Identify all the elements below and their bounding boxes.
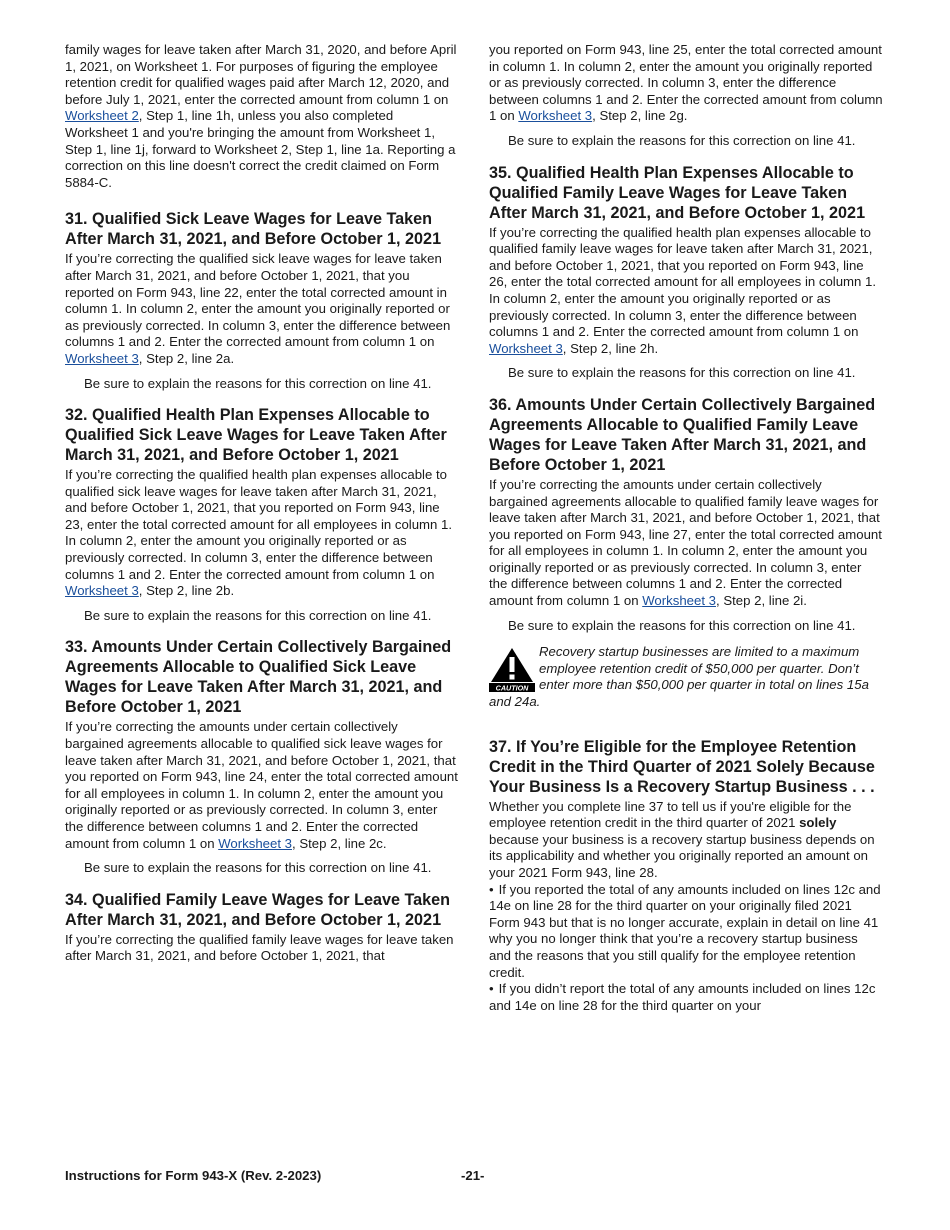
section-37-bullet-2: • If you didn’t report the total of any amounts included on lines 12c and 14e on line 28 for the third quarter on your	[489, 981, 883, 1014]
section-33-heading: 33. Amounts Under Certain Collectively Bargained Agreements Allocable to Qualified Sick Leave Wages for Leave Taken After March 31, 2021, and Before October 1, 2021	[65, 638, 452, 717]
section-32-heading: 32. Qualified Health Plan Expenses Allocable to Qualified Sick Leave Wages for Leave Taken After March 31, 2021, and Before October 1, 2021	[65, 406, 447, 465]
intro-paragraph: family wages for leave taken after March 31, 2020, and before April 1, 2021, on Worksheet 1. For purposes of figuring the employee retention credit for qualified wages paid after March 12, 2020, and before July 1, 2021, enter the corrected amount from column 1 on Worksheet 2, Step 1, line 1h, unless you also completed Worksheet 1 and you're bringing the amount from Worksheet 1, Step 1, line 1j, forward to Worksheet 2, Step 1, line 1a. Reporting a correction on this line doesn't correct the credit claimed on Form 5884-C.	[65, 42, 457, 190]
worksheet-3-link[interactable]: Worksheet 3	[65, 350, 139, 366]
section-37-body: Whether you complete line 37 to tell us if you're eligible for the employee retention credit in the third quarter of 2021 solely because your business is a recovery startup business depends on its applicability and whether you originally reported an amount on your 2021 Form 943, line 28.	[489, 798, 875, 880]
worksheet-3-link[interactable]: Worksheet 3	[518, 108, 593, 124]
section-36-heading: 36. Amounts Under Certain Collectively Bargained Agreements Allocable to Qualified Family Leave Wages for Leave Taken After March 31, 2021, and Before October 1, 2021	[489, 395, 876, 474]
section-35-note: Be sure to explain the reasons for this correction on line 41.	[508, 365, 856, 381]
section-33-note: Be sure to explain the reasons for this correction on line 41.	[84, 860, 432, 876]
section-36-note: Be sure to explain the reasons for this correction on line 41.	[508, 617, 856, 633]
section-31-note: Be sure to explain the reasons for this correction on line 41.	[84, 375, 432, 391]
worksheet-3-link[interactable]: Worksheet 3	[65, 583, 139, 599]
worksheet-3-link[interactable]: Worksheet 3	[642, 593, 716, 609]
footer-form-title: Instructions for Form 943-X (Rev. 2-2023)	[65, 1168, 322, 1183]
worksheet-2-link[interactable]: Worksheet 2	[65, 108, 139, 124]
caution-label: CAUTION	[495, 683, 529, 693]
caution-note	[489, 644, 883, 710]
section-32-note: Be sure to explain the reasons for this correction on line 41.	[84, 607, 432, 623]
section-31-body: If you’re correcting the qualified sick leave wages for leave taken after March 31, 2021, and before October 1, 2021, that you reported on Form 943, line 22, enter the total corrected amount in column 1. In column 2, enter the amount you originally reported or as previously corrected. In column 3, enter the difference between columns 1 and 2. Enter the corrected amount from column 1 on Worksheet 3, Step 2, line 2a.	[65, 251, 451, 366]
section-34-heading: 34. Qualified Family Leave Wages for Leave Taken After March 31, 2021, and Before October 1, 2021	[65, 890, 451, 929]
section-34-continued: you reported on Form 943, line 25, enter the total corrected amount in column 1. In column 2, enter the amount you originally reported or as previously corrected. In column 3, enter the difference between columns 1 and 2. Enter the corrected amount from column 1 on Worksheet 3, Step 2, line 2g.	[489, 42, 883, 124]
section-35-body: If you’re correcting the qualified health plan expenses allocable to qualified family leave wages for leave taken after March 31, 2021, and before October 1, 2021, that you reported on Form 943, line 26, enter the total corrected amount for all employees in column 1. In column 2, enter the amount you originally reported or as previously corrected. In column 3, enter the difference between columns 1 and 2. Enter the corrected amount from column 1 on Worksheet 3, Step 2, line 2h.	[489, 224, 877, 356]
section-37-heading: 37. If You’re Eligible for the Employee Retention Credit in the Third Quarter of 2021 Solely Because Your Business Is a Recovery Startup Business . . .	[489, 737, 875, 796]
section-35-heading: 35. Qualified Health Plan Expenses Allocable to Qualified Family Leave Wages for Leave Taken After March 31, 2021, and Before October 1, 2021	[489, 163, 866, 222]
section-36-body: If you’re correcting the amounts under certain collectively bargained agreements allocable to qualified family leave wages for leave taken after March 31, 2021, and before October 1, 2021, that you reported on Form 943, line 27, enter the total corrected amount for all employees in column 1. In column 2, enter the amount you originally reported or as previously corrected. In column 3, enter the difference between columns 1 and 2. Enter the corrected amount from column 1 on Worksheet 3, Step 2, line 2i.	[489, 476, 882, 609]
section-33-body: If you’re correcting the amounts under certain collectively bargained agreements allocable to qualified sick leave wages for leave taken after March 31, 2021, and before October 1, 2021, that you reported on Form 943, line 24, enter the total corrected amount for all employees in column 1. In column 2, enter the amount you originally reported or as previously corrected. In column 3, enter the difference between columns 1 and 2. Enter the corrected amount from column 1 on Worksheet 3, Step 2, line 2c.	[65, 719, 458, 851]
section-34-note: Be sure to explain the reasons for this correction on line 41.	[508, 132, 856, 148]
section-34-body: If you’re correcting the qualified family leave wages for leave taken after March 31, 2021, and before October 1, 2021, that	[65, 931, 454, 964]
worksheet-3-link[interactable]: Worksheet 3	[489, 340, 563, 356]
footer-page-number: -21-	[461, 1168, 485, 1183]
caution-text: Recovery startup businesses are limited to a maximum employee retention credit of $50,000 per quarter. Don’t enter more than $50,000 per quarter in total on lines 15a and 24a.	[489, 644, 869, 710]
right-column	[489, 42, 883, 1014]
section-31-heading: 31. Qualified Sick Leave Wages for Leave Taken After March 31, 2021, and Before October 1, 2021	[65, 210, 442, 249]
worksheet-3-link[interactable]: Worksheet 3	[218, 835, 292, 851]
section-37-bullet-1: • If you reported the total of any amounts included on lines 12c and 14e on line 28 for the third quarter on your originally filed 2021 Form 943 but that is no longer accurate, explain in detail on line 41 why you no longer think that you’re a recovery startup business and the reasons that you still qualify for the employee retention credit.	[489, 882, 883, 982]
caution-triangle-icon	[489, 646, 535, 692]
section-32-body: If you’re correcting the qualified health plan expenses allocable to qualified sick leave wages for leave taken after March 31, 2021, and before October 1, 2021, that you reported on Form 943, line 23, enter the total corrected amount for all employees in column 1. In column 2, enter the amount you originally reported or as previously corrected. In column 3, enter the difference between columns 1 and 2. Enter the corrected amount from column 1 on Worksheet 3, Step 2, line 2b.	[65, 467, 453, 599]
left-column	[65, 42, 459, 965]
